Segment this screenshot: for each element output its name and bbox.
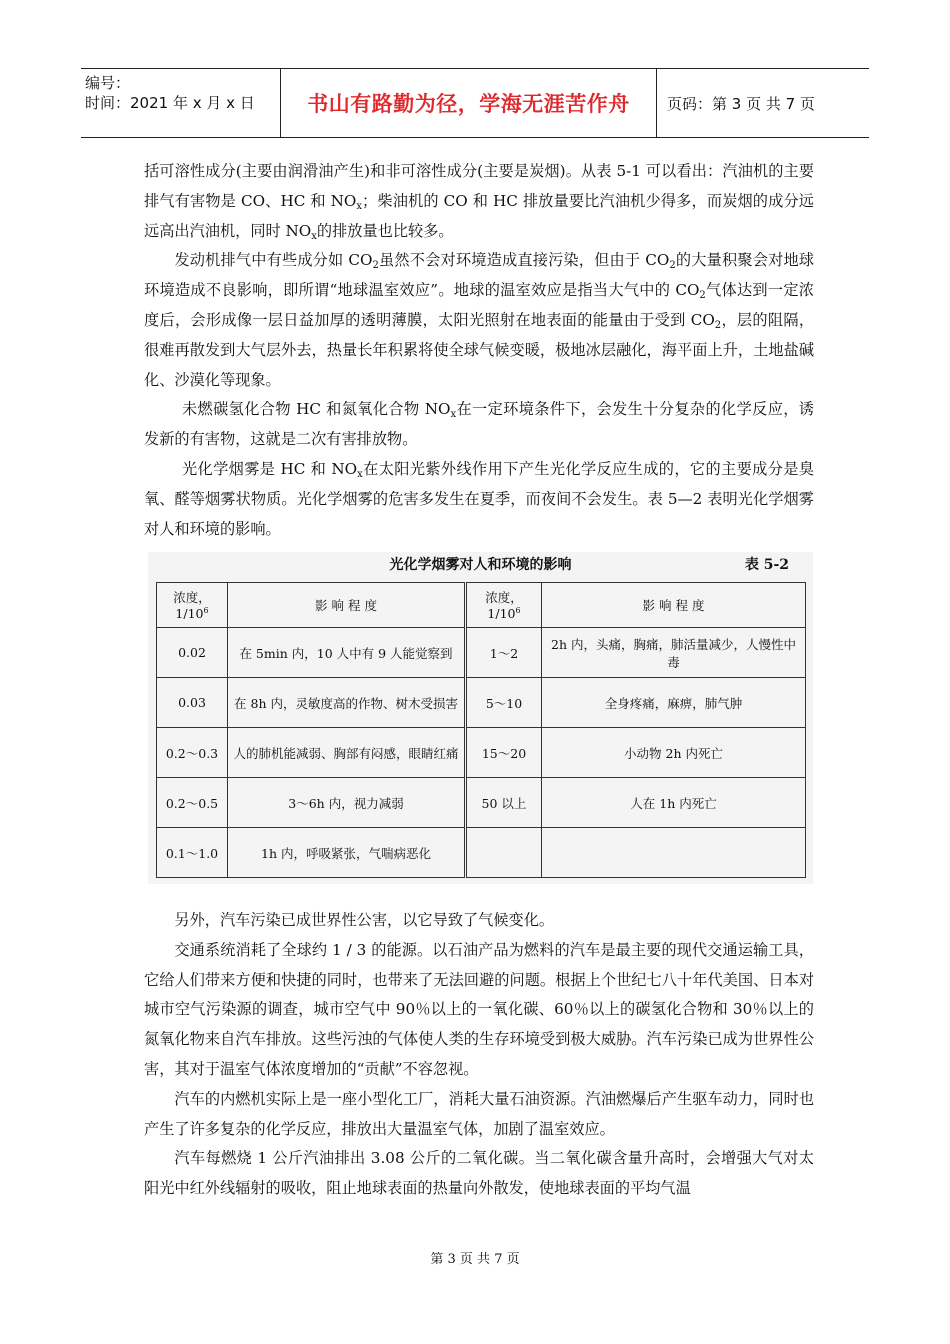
table-row bbox=[157, 828, 806, 878]
paragraph-5: 另外，汽车污染已成世界性公害，以它导致了气候变化。 bbox=[174, 911, 555, 929]
paragraph-4: 光化学烟雾是 HC 和 $NO_x$在太阳光紫外线作用下产生光化学反应生成的，它的主要成分是臭氧、醛等烟雾状物质。光化学烟雾的危害多发生在夏季，而夜间不会发生。表 5—2 表明光化学烟雾对人和环境的影响。 bbox=[144, 459, 814, 538]
cell-conc: 0.2～0.5 bbox=[157, 778, 228, 828]
page-label: 页码：第 3 页 共 7 页 bbox=[667, 94, 815, 113]
cell-conc: 0.2～0.3 bbox=[157, 728, 228, 778]
header-conc-1: 浓度，$1/10^6$ bbox=[157, 583, 228, 628]
cell-conc: 0.03 bbox=[157, 678, 228, 728]
cell-conc: 0.02 bbox=[157, 628, 228, 678]
table-row bbox=[157, 728, 806, 778]
cell-conc: 15～20 bbox=[466, 728, 542, 778]
cell-effect: 3～6h 内，视力减弱 bbox=[228, 778, 466, 828]
time-label: 时间：2021 年 x 月 x 日 bbox=[85, 94, 255, 112]
paragraph-3: 未燃碳氢化合物 HC 和氮氧化合物 $NO_x$在一定环境条件下，会发生十分复杂的化学反应，诱发新的有害物，这就是二次有害排放物。 bbox=[144, 400, 814, 449]
paragraph-7: 汽车的内燃机实际上是一座小型化工厂，消耗大量石油资源。汽油燃爆后产生驱车动力，同时也产生了许多复杂的化学反应，排放出大量温室气体，加剧了温室效应。 bbox=[144, 1089, 814, 1138]
cell-effect: 1h 内，呼吸紧张，气喘病恶化 bbox=[228, 828, 466, 878]
cell-effect: 人的肺机能减弱、胸部有闷感，眼睛红痛 bbox=[228, 728, 466, 778]
cell-effect: 全身疼痛，麻痹，肺气肿 bbox=[542, 678, 806, 728]
table-row bbox=[157, 678, 806, 728]
header-effect-1: 影 响 程 度 bbox=[228, 583, 466, 628]
cell-effect: 2h 内，头痛，胸痛，肺活量减少，人慢性中毒 bbox=[542, 628, 806, 678]
motto: 书山有路勤为径，学海无涯苦作舟 bbox=[281, 69, 657, 137]
paragraph-1: 括可溶性成分(主要由润滑油产生)和非可溶性成分(主要是炭烟)。从表 5-1 可以看出：汽油机的主要排气有害物是 CO、HC 和 $NO_x$；柴油机的 CO 和 HC 排放量要比汽油机少得多，而炭烟的成分远远高出汽油机，同时 $NO_x$的排放量也比较多。 bbox=[144, 162, 814, 242]
smog-table-figure bbox=[148, 552, 813, 884]
lower-text bbox=[144, 906, 814, 1204]
table-title: 光化学烟雾对人和环境的影响 bbox=[389, 557, 572, 573]
cell-conc: 5～10 bbox=[466, 678, 542, 728]
header-effect-2: 影 响 程 度 bbox=[542, 583, 806, 628]
cell-effect: 在 5min 内，10 人中有 9 人能觉察到 bbox=[228, 628, 466, 678]
cell-conc bbox=[466, 828, 542, 878]
cell-effect: 在 8h 内，灵敏度高的作物、树木受损害 bbox=[228, 678, 466, 728]
table-number: 表 5-2 bbox=[744, 557, 789, 573]
cell-conc: 50 以上 bbox=[466, 778, 542, 828]
paragraph-8: 汽车每燃烧 1 公斤汽油排出 3.08 公斤的二氧化碳。当二氧化碳含量升高时，会增强大气对太阳光中红外线辐射的吸收，阻止地球表面的热量向外散发，使地球表面的平均气温 bbox=[144, 1149, 814, 1198]
cell-effect: 小动物 2h 内死亡 bbox=[542, 728, 806, 778]
page-header bbox=[81, 68, 869, 138]
paragraph-2: 发动机排气中有些成分如 $CO_2$虽然不会对环境造成直接污染，但由于 $CO_2$的大量积聚会对地球环境造成不良影响，即所谓“地球温室效应”。地球的温室效应是指当大气中的 $CO_2$气体达到一定浓度后，会形成像一层日益加厚的透明薄膜，太阳光照射在地表面的能量由于受到 $CO_2$，层的阻隔，很难再散发到大气层外去，热量长年积累将使全球气候变暖，极地冰层融化，海平面上升，土地盐碱化、沙漠化等现象。 bbox=[144, 251, 815, 389]
table-header-row bbox=[157, 583, 806, 628]
upper-text bbox=[144, 157, 814, 544]
cell-effect: 人在 1h 内死亡 bbox=[542, 778, 806, 828]
smog-table bbox=[156, 582, 806, 878]
cell-conc: 1～2 bbox=[466, 628, 542, 678]
page-footer: 第 3 页 共 7 页 bbox=[430, 1252, 520, 1267]
table-row bbox=[157, 778, 806, 828]
header-conc-2: 浓度，$1/10^6$ bbox=[466, 583, 542, 628]
header-meta bbox=[81, 69, 281, 137]
cell-effect bbox=[542, 828, 806, 878]
table-row bbox=[157, 628, 806, 678]
cell-conc: 0.1～1.0 bbox=[157, 828, 228, 878]
paragraph-6: 交通系统消耗了全球约 1 / 3 的能源。以石油产品为燃料的汽车是最主要的现代交通运输工具，它给人们带来方便和快捷的同时，也带来了无法回避的问题。根据上个世纪七八十年代美国、日本对城市空气污染源的调查，城市空气中 90％以上的一氧化碳、60％以上的碳氢化合物和 30％以上的氮氧化物来自汽车排放。这些污浊的气体使人类的生存环境受到极大威胁。汽车污染已成为世界性公害，其对于温室气体浓度增加的“贡献”不容忽视。 bbox=[144, 940, 814, 1078]
code-label: 编号： bbox=[85, 74, 131, 92]
